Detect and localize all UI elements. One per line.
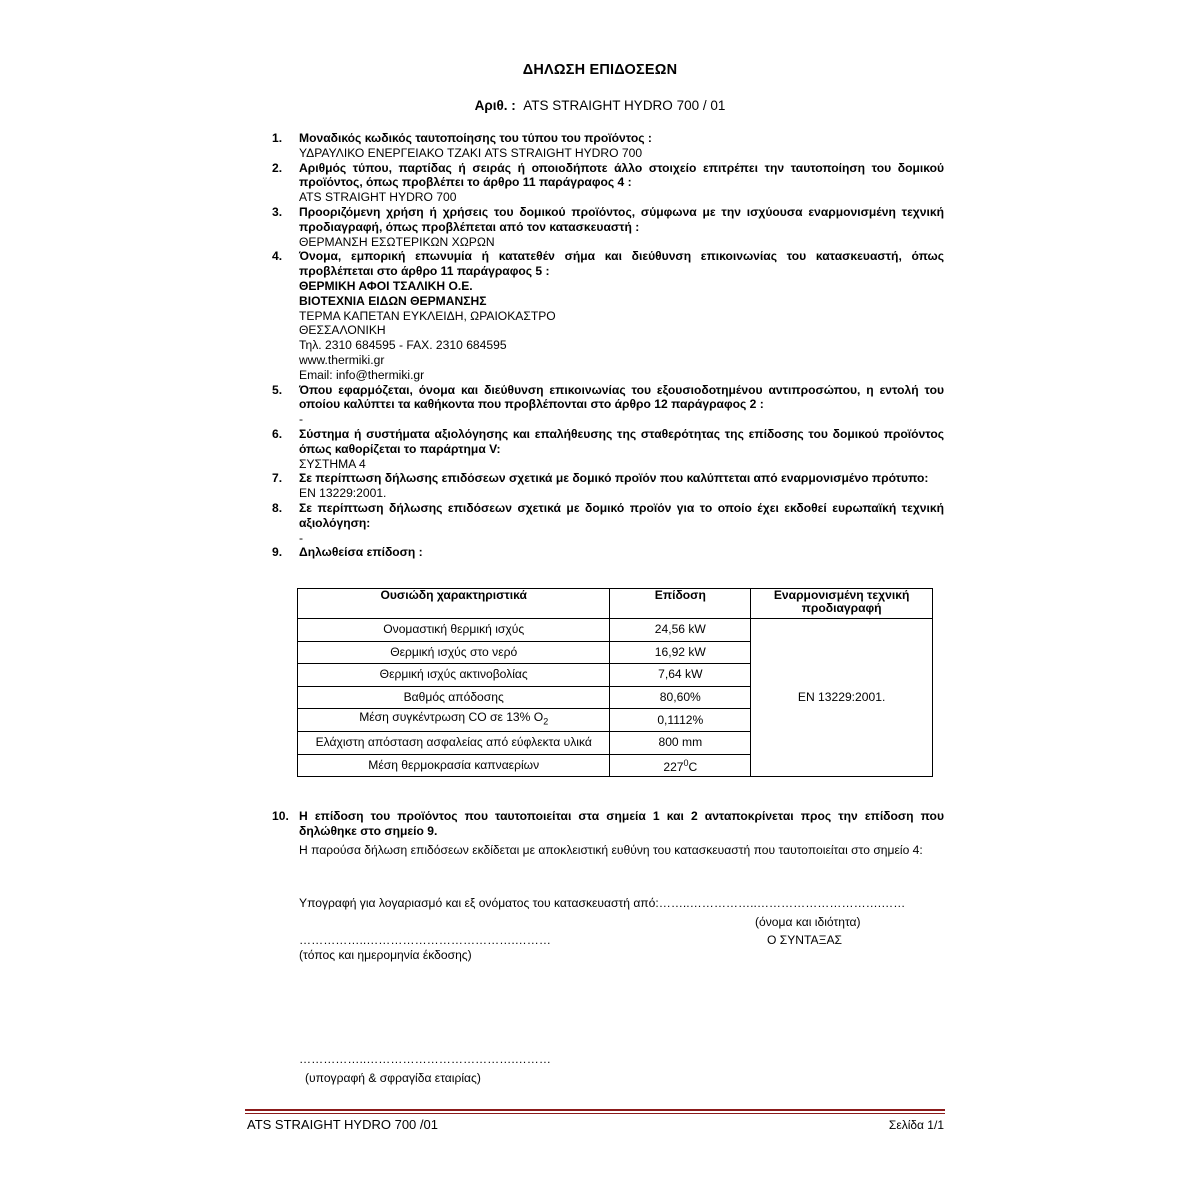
item-value: ATS STRAIGHT HYDRO 700 (299, 190, 457, 205)
item-value: ΘΕΡΜΑΝΣΗ ΕΣΩΤΕΡΙΚΩΝ ΧΩΡΩΝ (299, 234, 495, 249)
superscript: 0 (683, 757, 689, 768)
manufacturer-email: Email: info@thermiki.gr (299, 367, 425, 382)
performance-cell: 16,92 kW (610, 641, 751, 664)
footer-divider-thin (245, 1113, 945, 1114)
manufacturer-phone: Τηλ. 2310 684595 - FAX. 2310 684595 (299, 338, 507, 353)
spec-cell: EN 13229:2001. (751, 619, 933, 777)
item-heading: Δηλωθείσα επίδοση : (299, 545, 423, 560)
characteristic-cell: Θερμική ισχύς ακτινοβολίας (298, 664, 610, 687)
item-heading: Μοναδικός κωδικός ταυτοποίησης του τύπου του προϊόντος : (299, 131, 652, 145)
item-value: - (299, 412, 304, 427)
name-role-label: (όνομα και ιδιότητα) (755, 915, 861, 929)
manufacturer-address: ΤΕΡΜΑ ΚΑΠΕΤΑΝ ΕΥΚΛΕΙΔΗ, ΩΡΑΙΟΚΑΣΤΡΟ (299, 308, 556, 323)
stamp-dots: ……………..……………………………….……… (299, 1052, 551, 1066)
manufacturer-website: www.thermiki.gr (299, 352, 385, 367)
item-heading: Αριθμός τύπου, παρτίδας ή σειράς ή οποιοδήποτε άλλο στοιχείο επιτρέπει την ταυτοποίηση του δομικού προϊόντος, όπως προβλέπει το άρθρο 11 παράγραφος 4 : (299, 160, 944, 190)
item-number: 1. (272, 131, 283, 145)
characteristic-cell (298, 709, 610, 732)
column-header: Ουσιώδη χαρακτηριστικά (298, 589, 610, 619)
footer-page-number: Σελίδα 1/1 (888, 1118, 944, 1132)
item-number: 6. (272, 426, 283, 441)
item-number: 8. (272, 500, 283, 515)
item-heading: Σύστημα ή συστήματα αξιολόγησης και επαλήθευσης της σταθερότητας της επίδοσης του δομικού προϊόντος όπως καθορίζεται το παράρτημα V: (299, 426, 944, 456)
table-row (298, 619, 933, 642)
composer-label: Ο ΣΥΝΤΑΞΑΣ (767, 933, 843, 947)
performance-cell: 0,1112% (610, 709, 751, 732)
characteristic-cell: Ονομαστική θερμική ισχύς (298, 619, 610, 642)
declaration-items (272, 131, 944, 560)
item-heading: Η επίδοση του προϊόντος που ταυτοποιείται στα σημεία 1 και 2 ανταποκρίνεται προς την επίδοση που δηλώθηκε στο σημείο 9. (299, 809, 944, 838)
place-date-label: (τόπος και ημερομηνία έκδοσης) (299, 948, 472, 962)
unit-text: C (688, 759, 698, 774)
item-1 (272, 131, 944, 161)
item-number: 4. (272, 249, 283, 264)
item-heading: Σε περίπτωση δήλωσης επιδόσεων σχετικά με δομικό προϊόν για το οποίο έχει εκδοθεί ευρωπαϊκή τεχνική αξιολόγηση: (299, 500, 944, 530)
characteristic-cell: Ελάχιστη απόσταση ασφαλείας από εύφλεκτα υλικά (298, 731, 610, 754)
performance-cell: 800 mm (610, 731, 751, 754)
stamp-label: (υπογραφή & σφραγίδα εταιρίας) (305, 1071, 481, 1085)
item-value: - (299, 530, 304, 545)
manufacturer-subtitle: ΒΙΟΤΕΧΝΙΑ ΕΙΔΩΝ ΘΕΡΜΑΝΣΗΣ (299, 293, 487, 308)
item-heading: Σε περίπτωση δήλωσης επιδόσεων σχετικά με δομικό προϊόν που καλύπτεται από εναρμονισμένο πρότυπο: (299, 471, 929, 486)
item-3 (272, 205, 944, 249)
item-2 (272, 161, 944, 205)
manufacturer-city: ΘΕΣΣΑΛΟΝΙΚΗ (299, 323, 386, 338)
column-header: Εναρμονισμένη τεχνική προδιαγραφή (751, 589, 933, 619)
table-header-row (298, 589, 933, 619)
item-9 (272, 545, 944, 560)
document-title: ΔΗΛΩΣΗ ΕΠΙΔΟΣΕΩΝ (522, 62, 678, 78)
footer-divider (245, 1109, 945, 1111)
item-4 (272, 249, 944, 382)
item-heading: Όπου εφαρμόζεται, όνομα και διεύθυνση επικοινωνίας του εξουσιοδοτημένου αντιπροσώπου, η εντολή του οποίου καλύπτει τα καθήκοντα που προβλέπονται στο άρθρο 12 παράγραφος 2 : (299, 382, 944, 412)
performance-cell: 7,64 kW (610, 664, 751, 687)
performance-cell: 80,60% (610, 686, 751, 709)
item-5 (272, 383, 944, 427)
item-number: 2. (272, 160, 283, 175)
column-header: Επίδοση (610, 589, 751, 619)
performance-text: 227 (663, 759, 684, 774)
item-heading: Προοριζόμενη χρήση ή χρήσεις του δομικού προϊόντος, σύμφωνα με την ισχύουσα εναρμονισμένη τεχνική προδιαγραφή, όπως προβλέπεται από τον κατασκευαστή : (299, 204, 944, 234)
item-number: 5. (272, 382, 283, 397)
characteristic-cell: Μέση θερμοκρασία καπναερίων (298, 754, 610, 777)
performance-table (297, 588, 933, 777)
item-10-body: Η παρούσα δήλωση επιδόσεων εκδίδεται με αποκλειστική ευθύνη του κατασκευαστή που ταυτοποιείται στο σημείο 4: (299, 842, 923, 857)
characteristic-cell: Βαθμός απόδοσης (298, 686, 610, 709)
item-number: 10. (272, 809, 289, 823)
item-value: ΥΔΡΑΥΛΙΚΟ ΕΝΕΡΓΕΙΑΚΟ ΤΖΑΚΙ ATS STRAIGHT HYDRO 700 (299, 145, 643, 160)
manufacturer-name: ΘΕΡΜΙΚΗ ΑΦΟΙ ΤΣΑΛΙΚΗ Ο.Ε. (299, 278, 473, 293)
document-number-value: ATS STRAIGHT HYDRO 700 / 01 (523, 98, 726, 113)
footer-document-id: ATS STRAIGHT HYDRO 700 /01 (247, 1117, 438, 1132)
item-number: 9. (272, 545, 283, 560)
item-10-heading-block (272, 809, 944, 839)
subscript: 2 (543, 716, 549, 727)
characteristic-text: Μέση συγκέντρωση CO σε 13% O (359, 710, 544, 725)
item-10 (272, 809, 944, 857)
document-number (0, 98, 1200, 113)
item-heading: Όνομα, εμπορική επωνυμία ή κατατεθέν σήμα και διεύθυνση επικοινωνίας του κατασκευαστή, όπως προβλέπεται στο άρθρο 11 παράγραφος 5 : (299, 249, 944, 279)
place-date-dots: ……………..……………………………….……… (299, 933, 551, 947)
item-number: 7. (272, 471, 283, 486)
item-8 (272, 501, 944, 545)
item-7 (272, 471, 944, 501)
item-value: ΣΥΣΤΗΜΑ 4 (299, 456, 366, 471)
performance-cell: 24,56 kW (610, 619, 751, 642)
document-number-label: Αριθ. : (474, 98, 516, 113)
performance-cell (610, 754, 751, 777)
item-number: 3. (272, 204, 283, 219)
characteristic-cell: Θερμική ισχύς στο νερό (298, 641, 610, 664)
signature-line: Υπογραφή για λογαριασμό και εξ ονόματος του κατασκευαστή από:……..……………..………………………….…… (299, 896, 906, 910)
item-6 (272, 427, 944, 471)
item-value: EN 13229:2001. (299, 486, 387, 501)
